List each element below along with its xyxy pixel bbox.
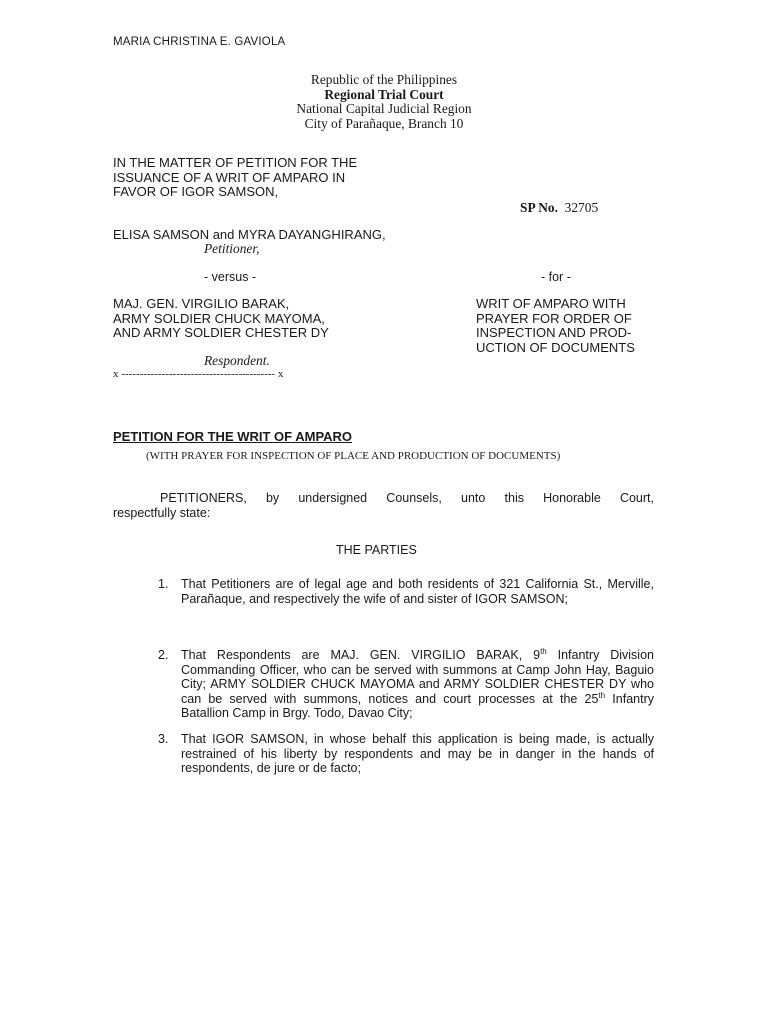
ordinal-suffix: th	[540, 646, 547, 656]
intro-line: PETITIONERS, by undersigned Counsels, unto this Honorable Court,	[160, 491, 654, 505]
relief-line: PRAYER FOR ORDER OF	[476, 310, 632, 326]
court-region: National Capital Judicial Region	[296, 101, 472, 117]
item-text-part: That Respondents are MAJ. GEN. VIRGILIO BARAK, 9	[181, 648, 541, 662]
case-number-label: SP No.	[520, 200, 558, 215]
respondents-names	[113, 297, 329, 341]
intro-line: respectfully state:	[113, 505, 211, 520]
respondent-line: ARMY SOLDIER CHUCK MAYOMA,	[113, 310, 325, 326]
item-text: That Petitioners are of legal age and both residents of 321 California St., Merville, Parañaque, and respectively the wife of and sister of IGOR SAMSON;	[181, 577, 654, 606]
petitioner-role: Petitioner,	[204, 241, 260, 256]
court-name: Regional Trial Court	[324, 86, 444, 102]
case-number-value: 32705	[564, 200, 599, 215]
respondent-line: AND ARMY SOLDIER CHESTER DY	[113, 325, 329, 341]
item-number: 1.	[158, 577, 169, 591]
case-number	[520, 200, 598, 216]
item-text-part: Infantry Batallion Camp in Brgy. Todo, Davao City;	[181, 691, 654, 721]
caption-divider: x ------------------------------------------ x	[113, 368, 284, 380]
court-header	[234, 73, 534, 131]
respondent-role: Respondent.	[204, 353, 270, 368]
petitioners-names: ELISA SAMSON and MYRA DAYANGHIRANG,	[113, 227, 386, 242]
petition-title: PETITION FOR THE WRIT OF AMPARO	[113, 429, 353, 444]
author-name: MARIA CHRISTINA E. GAVIOLA	[113, 36, 286, 48]
caption-matter-line: IN THE MATTER OF PETITION FOR THE	[113, 155, 358, 170]
respondent-line: MAJ. GEN. VIRGILIO BARAK,	[113, 296, 290, 311]
relief-line: UCTION OF DOCUMENTS	[476, 339, 635, 355]
item-number: 2.	[158, 648, 169, 662]
caption-matter-line: ISSUANCE OF A WRIT OF AMPARO IN	[113, 169, 346, 185]
item-number: 3.	[158, 732, 169, 746]
item-text-part: Infantry Division Commanding Officer, who can be served with summons at Camp John Hay, Baguio City; ARMY SOLDIER CHUCK MAYOMA and ARMY SOLDIER CHESTER DY who can be served with summons, notices and court processes at the 25	[181, 648, 654, 706]
for-label: - for -	[541, 270, 571, 284]
ordinal-suffix: th	[598, 690, 606, 700]
section-heading: THE PARTIES	[336, 543, 417, 557]
relief-sought	[476, 297, 635, 355]
court-republic: Republic of the Philippines	[310, 72, 458, 87]
relief-line: INSPECTION AND PROD-	[476, 325, 632, 341]
petition-subtitle: (WITH PRAYER FOR INSPECTION OF PLACE AND PRODUCTION OF DOCUMENTS)	[146, 450, 561, 462]
caption-matter	[113, 156, 357, 200]
versus-label: - versus -	[204, 270, 257, 284]
caption-matter-line: FAVOR OF IGOR SAMSON,	[113, 184, 279, 200]
item-text: That IGOR SAMSON, in whose behalf this application is being made, is actually restrained of his liberty by respondents and may be in danger in the hands of respondents, de jure or de facto;	[181, 732, 654, 776]
court-branch: City of Parañaque, Branch 10	[304, 115, 464, 131]
intro-paragraph	[113, 491, 654, 520]
relief-line: WRIT OF AMPARO WITH	[476, 296, 626, 311]
item-text	[181, 648, 654, 721]
